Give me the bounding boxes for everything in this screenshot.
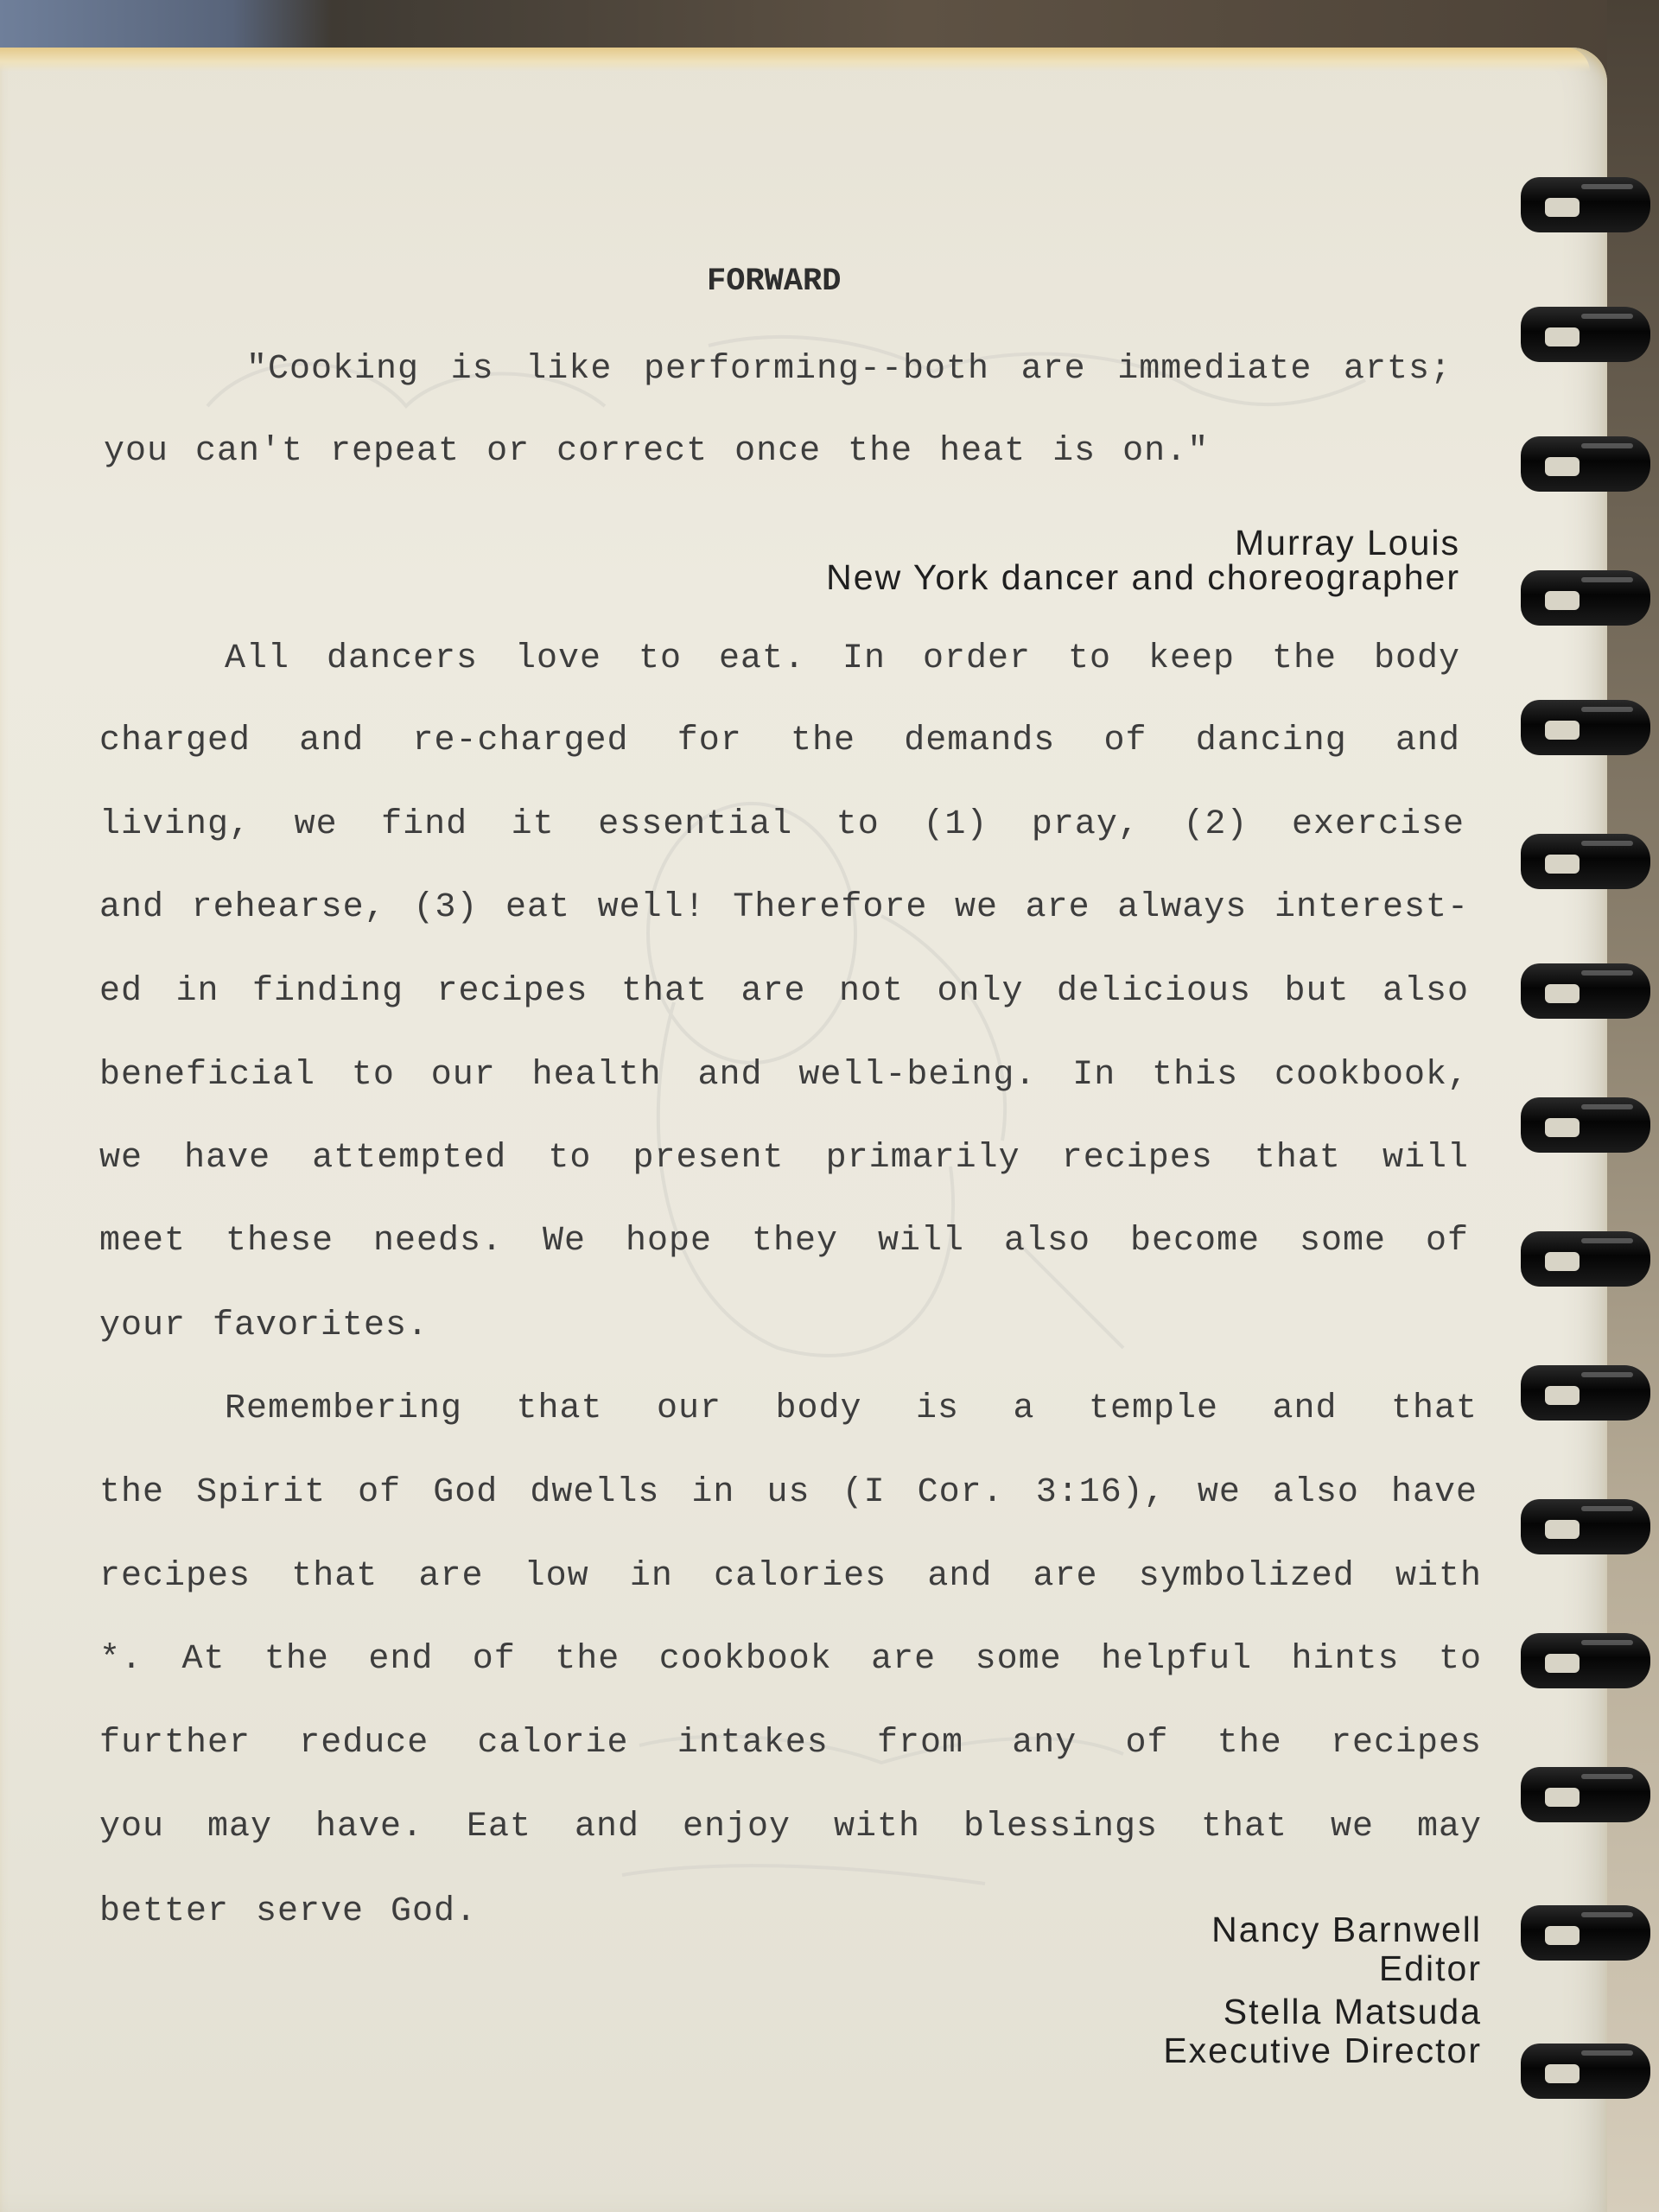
binding-coil: [1521, 1499, 1659, 1560]
paragraph-line: ed in finding recipes that are not only delicious but also: [99, 972, 1469, 1011]
binding-coil: [1521, 1231, 1659, 1292]
paragraph-line: All dancers love to eat. In order to keep the body: [225, 639, 1460, 678]
paragraph-line: further reduce calorie intakes from any of the recipes: [99, 1724, 1482, 1763]
paragraph-line: and rehearse, (3) eat well! Therefore we are always interest-: [99, 888, 1469, 927]
binding-coil: [1521, 307, 1659, 367]
paragraph-line: living, we find it essential to (1) pray, (2) exercise: [99, 805, 1465, 844]
binding-coil: [1521, 834, 1659, 894]
binding-coil: [1521, 570, 1659, 631]
binding-coil: [1521, 436, 1659, 497]
paragraph-line: we have attempted to present primarily recipes that will: [99, 1139, 1469, 1178]
page-edge: [0, 48, 1590, 72]
paragraph-line: *. At the end of the cookbook are some helpful hints to: [99, 1640, 1482, 1679]
binding-coil: [1521, 2044, 1659, 2104]
paragraph-line: recipes that are low in calories and are symbolized with: [99, 1557, 1482, 1596]
binding-coil: [1521, 1365, 1659, 1426]
binding-coil: [1521, 700, 1659, 760]
page-title: FORWARD: [707, 264, 842, 300]
signature-name: Stella Matsuda: [1223, 1992, 1482, 2031]
signature-role: Editor: [1378, 1948, 1482, 1988]
binding-coil: [1521, 1097, 1659, 1158]
paragraph-line: your favorites.: [99, 1306, 429, 1345]
paragraph-line: charged and re-charged for the demands of dancing and: [99, 721, 1460, 760]
quote-author-description: New York dancer and choreographer: [826, 557, 1460, 597]
paragraph-line: Remembering that our body is a temple and that: [225, 1389, 1478, 1428]
binding-coil: [1521, 1633, 1659, 1694]
paragraph-line: beneficial to our health and well-being. In this cookbook,: [99, 1056, 1469, 1095]
spiral-binding: [1521, 156, 1659, 2212]
signature-role: Executive Director: [1163, 2031, 1482, 2070]
paragraph-line: you may have. Eat and enjoy with blessings that we may: [99, 1808, 1482, 1847]
binding-coil: [1521, 177, 1659, 238]
paragraph-line: better serve God.: [99, 1892, 478, 1931]
paragraph-line: the Spirit of God dwells in us (I Cor. 3:16), we also have: [99, 1473, 1478, 1512]
binding-coil: [1521, 1767, 1659, 1827]
paragraph-line: meet these needs. We hope they will also become some of: [99, 1222, 1469, 1261]
quote-line: "Cooking is like performing--both are immediate arts;: [246, 350, 1452, 389]
binding-coil: [1521, 1905, 1659, 1966]
quote-author-name: Murray Louis: [1235, 523, 1460, 563]
signature-name: Nancy Barnwell: [1211, 1910, 1482, 1949]
quote-line: you can't repeat or correct once the heat is on.": [104, 432, 1210, 471]
binding-coil: [1521, 963, 1659, 1024]
